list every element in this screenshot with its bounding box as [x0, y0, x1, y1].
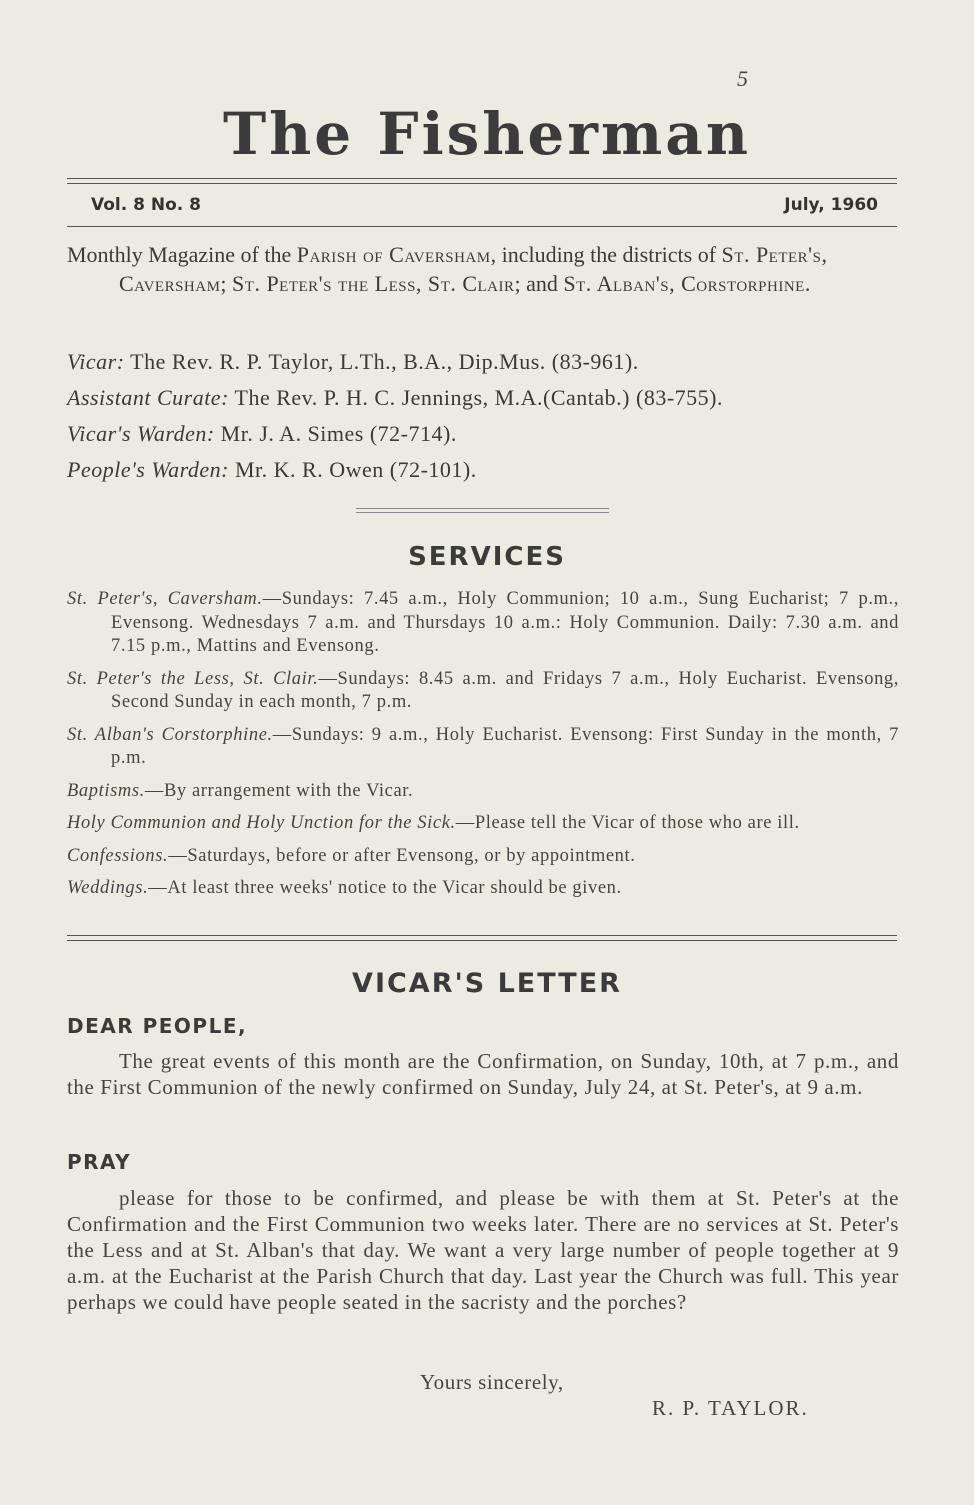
masthead-title: The Fisherman: [222, 100, 752, 168]
letter-signature: R. P. TAYLOR.: [652, 1396, 809, 1420]
officer-line: [67, 380, 723, 416]
intro-text: .: [804, 271, 811, 296]
officer-role: Vicar's Warden:: [67, 421, 215, 446]
officer-role: People's Warden:: [67, 457, 229, 482]
service-text: —Sundays: 9 a.m., Holy Eucharist. Evensong: First Sunday in the month, 7 p.m.: [111, 724, 899, 768]
letter-closing: Yours sincerely,: [420, 1370, 564, 1394]
officer-line: [67, 344, 723, 380]
service-item: [67, 668, 899, 715]
letter-text: The great events of this month are the Confirmation, on Sunday, 10th, at 7 p.m., and the First Communion of the newly confirmed on Sunday, July 24, at St. Peter's, at 9 a.m.: [67, 1049, 899, 1099]
letter-paragraph: [67, 1185, 899, 1315]
letter-text: please for those to be confirmed, and please be with them at St. Peter's at the Confirmation and the First Communion two weeks later. There are no services at St. Peter's the Less and at St. Alban's that day. We want a very large number of people together at 9 a.m. at the Eucharist at the Parish Church that day. Last year the Church was full. This year perhaps we could have people seated in the sacristy and the porches?: [67, 1186, 899, 1314]
service-item: [67, 724, 899, 771]
district-name: St. Alban's, Corstorphine: [563, 271, 805, 296]
intro-text: Monthly Magazine of the: [67, 242, 297, 267]
letter-paragraph: [67, 1048, 899, 1100]
officer-role: Vicar:: [67, 349, 125, 374]
officer-line: [67, 416, 723, 452]
service-text: —At least three weeks' notice to the Vicar should be given.: [148, 878, 622, 898]
issue-volume: Vol. 8 No. 8: [91, 195, 201, 215]
intro-text: ;: [220, 271, 233, 296]
issue-date: July, 1960: [784, 195, 878, 215]
services-list: [67, 588, 899, 910]
service-text: —By arrangement with the Vicar.: [144, 780, 414, 801]
service-text: —Sundays: 7.45 a.m., Holy Communion; 10 a.m., Sung Eucharist; 7 p.m., Evensong. Wednesdays 7 a.m. and Thursdays 10 a.m.: Holy Communion. Daily: 7.30 a.m. and 7.15 p.m., Mattins and Evensong.: [111, 589, 899, 656]
letter-salutation: DEAR PEOPLE,: [67, 1014, 248, 1038]
district-name: St. Peter's, Caversham: [119, 242, 828, 296]
service-text: —Saturdays, before or after Evensong, or by appointment.: [168, 845, 636, 866]
officer-detail: Mr. J. A. Simes (72-714).: [214, 421, 457, 446]
officer-detail: Mr. K. R. Owen (72-101).: [229, 457, 477, 482]
service-item: [67, 877, 899, 901]
service-label: St. Alban's Corstorphine.: [67, 724, 273, 745]
services-heading: SERVICES: [408, 542, 566, 572]
page-number: 5: [737, 66, 748, 91]
service-item: [67, 845, 899, 869]
officer-detail: The Rev. P. H. C. Jennings, M.A.(Cantab.) (83-755).: [228, 385, 723, 410]
service-label: St. Peter's the Less, St. Clair.: [67, 668, 319, 689]
service-item: [67, 780, 899, 804]
parish-name: Parish of Caversham: [296, 242, 491, 267]
service-label: Holy Communion and Holy Unction for the Sick.: [67, 813, 456, 833]
service-item: [67, 812, 899, 836]
service-text: —Please tell the Vicar of those who are ill.: [455, 813, 800, 833]
officer-line: [67, 452, 723, 488]
intro-paragraph: [67, 240, 899, 298]
intro-text: , including the districts of: [490, 242, 722, 267]
district-name: St. Peter's the Less, St. Clair: [232, 271, 515, 296]
service-label: St. Peter's, Caversham.: [67, 589, 263, 609]
officers-list: [67, 344, 723, 488]
letter-subheading: PRAY: [67, 1150, 132, 1174]
issue-rule: [67, 226, 897, 227]
letter-heading: VICAR'S LETTER: [352, 968, 622, 999]
officer-detail: The Rev. R. P. Taylor, L.Th., B.A., Dip.Mus. (83-961).: [124, 349, 639, 374]
service-label: Baptisms.: [67, 780, 145, 801]
service-label: Confessions.: [67, 845, 169, 866]
officer-role: Assistant Curate:: [67, 385, 229, 410]
section-rule: [67, 935, 897, 941]
service-label: Weddings.: [67, 878, 149, 898]
masthead-rule: [67, 178, 897, 184]
section-divider: [356, 508, 609, 513]
intro-text: ; and: [514, 271, 564, 296]
service-text: —Sundays: 8.45 a.m. and Fridays 7 a.m., Holy Eucharist. Evensong, Second Sunday in each month, 7 p.m.: [111, 668, 900, 712]
service-item: [67, 588, 899, 659]
